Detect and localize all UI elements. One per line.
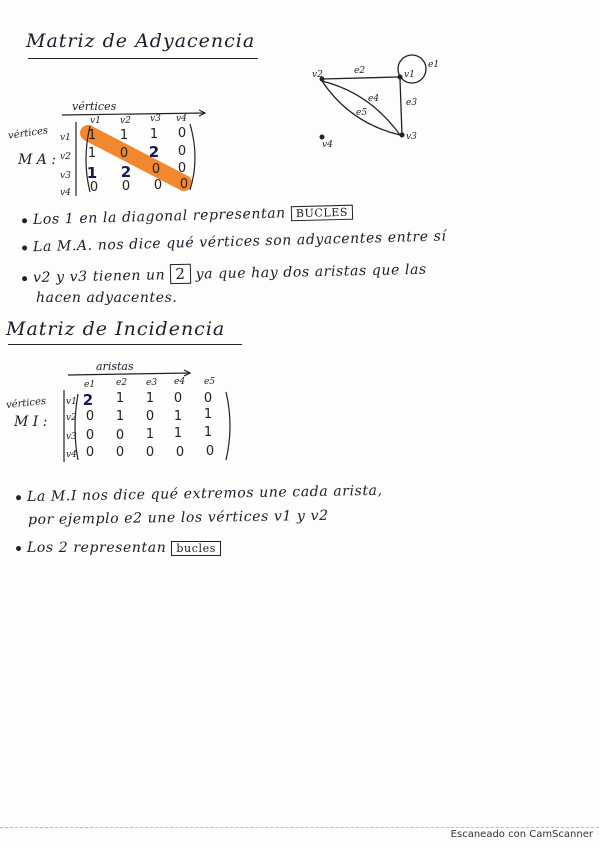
inc-cell: 0 [145,445,155,460]
scanner-watermark: Escaneado con CamScanner [450,829,593,840]
footer-divider [0,827,599,828]
inc-cell: 0 [85,445,95,460]
adj-cell: 1 [119,128,129,143]
note-twos-loops-text: Los 2 representan [27,540,167,556]
adj-row-v3: v3 [60,171,71,181]
bullet-dot [16,546,21,551]
inc-cell: 1 [145,391,155,406]
adj-cell: 2 [120,163,132,181]
adj-col-v4: v4 [176,114,187,124]
graph-vertex-v4: v4 [322,140,333,150]
inc-cell: 0 [85,409,95,424]
two-box: 2 [170,264,191,284]
inc-col-e5: e5 [204,377,216,387]
adj-row-v4: v4 [60,188,71,198]
incidence-row-header: vértices [5,395,47,412]
incidence-matrix-label: M I : [14,414,48,430]
bullet-dot [22,218,27,223]
adj-cell: 0 [153,178,163,193]
adjacency-title-underline [28,58,258,59]
graph-edge-e2: e2 [354,66,366,76]
adjacency-col-header: vértices [72,100,117,113]
incidence-title: Matriz de Incidencia [6,318,226,340]
bucles-box: BUCLES [291,205,354,222]
graph-edge-e3: e3 [406,98,418,108]
graph-vertex-v3: v3 [406,132,417,142]
bullet-dot [22,245,27,250]
adjacency-row-header: vértices [7,125,49,142]
adjacency-matrix-label: M A : [18,152,57,168]
inc-col-e3: e3 [146,378,158,388]
note-v2-v3-line2: hacen adyacentes. [36,290,178,306]
graph-edge-e5: e5 [356,108,368,118]
inc-cell: 0 [173,391,183,406]
inc-cell: 0 [115,428,125,443]
adj-cell: 0 [89,180,99,195]
note-incidence-line2: por ejemplo e2 une los vértices v1 y v2 [27,507,329,529]
inc-row-v4: v4 [66,450,77,460]
adj-cell: 0 [177,161,187,176]
inc-row-v3: v3 [66,432,77,442]
adj-col-v1: v1 [90,116,101,126]
inc-col-e1: e1 [84,380,96,390]
inc-col-e4: e4 [174,377,186,387]
graph-edge-e4: e4 [368,94,380,104]
note-incidence-line1: La M.I nos dice qué extremos une cada arista, [26,482,383,506]
inc-cell: 1 [173,426,183,441]
inc-cell: 1 [115,391,125,406]
note-twos-loops [16,540,221,556]
adj-cell: 2 [148,143,160,161]
note-incidence-meaning [16,483,383,505]
note-loops-diagonal-text: Los 1 en la diagonal representan [32,205,286,229]
graph-vertex-v2: v2 [312,70,323,80]
adj-cell: 1 [86,164,98,182]
inc-cell: 0 [115,445,125,460]
incidence-title-underline [8,344,242,345]
inc-cell: 0 [175,445,185,460]
adj-cell: 1 [87,128,97,143]
note-v2-v3-post: ya que hay dos aristas que las [195,261,427,283]
adj-cell: 0 [177,126,187,141]
note-v2-v3 [22,260,427,286]
inc-cell: 1 [203,425,213,440]
adj-cell: 0 [119,146,129,161]
adj-col-v2: v2 [120,116,131,126]
inc-row-v2: v2 [66,413,77,423]
inc-cell: 1 [173,409,183,424]
adj-cell: 0 [121,179,131,194]
inc-cell: 1 [115,409,125,424]
inc-col-e2: e2 [116,378,128,388]
inc-cell: 0 [203,391,213,406]
note-adjacent-vertices-text: La M.A. nos dice qué vértices son adyacentes entre sí [32,228,447,256]
bucles-box-2: bucles [171,541,221,556]
bullet-dot [22,276,27,281]
adj-col-v3: v3 [150,114,161,124]
adj-cell: 1 [149,127,159,142]
adj-cell: 0 [179,177,189,192]
inc-cell: 0 [145,409,155,424]
graph-vertex-v1: v1 [404,70,415,80]
adj-cell: 0 [177,144,187,159]
note-loops-diagonal [22,204,353,229]
adj-row-v2: v2 [60,152,71,162]
adj-cell: 1 [87,146,97,161]
adjacency-col-arrow [60,110,210,118]
inc-cell: 1 [145,427,155,442]
inc-cell: 1 [203,407,213,422]
note-adjacent-vertices [22,228,447,255]
adj-row-v1: v1 [60,133,71,143]
note-v2-v3-pre: v2 y v3 tienen un [32,267,166,287]
inc-cell: 2 [82,391,94,409]
adj-cell: 0 [151,162,161,177]
adjacency-title: Matriz de Adyacencia [26,30,256,52]
bullet-dot [16,495,21,500]
inc-row-v1: v1 [66,397,77,407]
graph-edge-e1: e1 [428,60,440,70]
inc-cell: 0 [205,444,215,459]
incidence-col-header: aristas [96,360,134,373]
inc-cell: 0 [85,428,95,443]
